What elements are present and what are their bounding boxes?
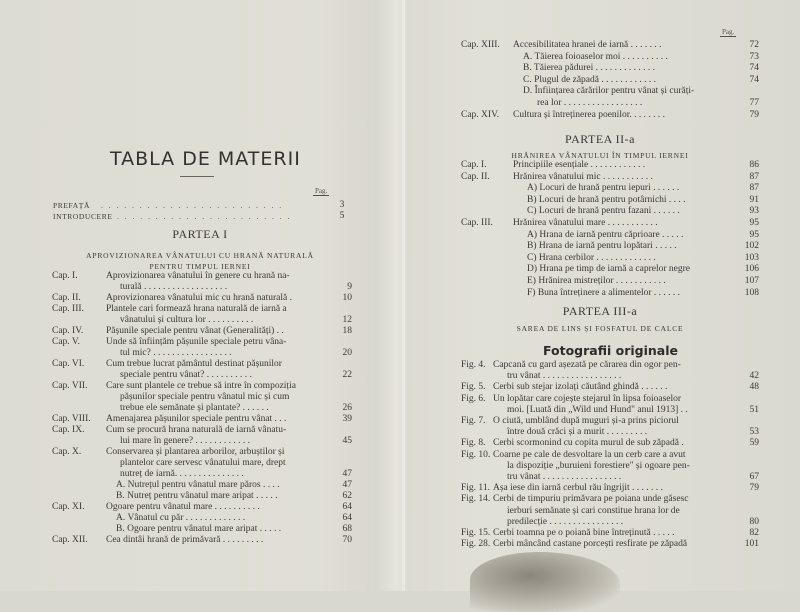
entry-text-line: vânatului și cultura lor . . . . . . . . . . [120, 315, 254, 325]
figure-entry [461, 360, 761, 382]
entry-text-line: trebue ele semănate și plantate? . . . . . . [120, 403, 269, 413]
page-number: 102 [744, 241, 759, 252]
page-number: 101 [744, 539, 759, 550]
toc-entry [52, 293, 362, 304]
figure-label: Fig. 6. [461, 393, 486, 404]
page-number: 72 [749, 40, 759, 50]
figure-entry [461, 483, 761, 494]
pag-column-header: Pag. [722, 28, 735, 36]
figure-label: Fig. 14. [461, 494, 491, 505]
page-number: 79 [749, 483, 759, 494]
leader-dots: . . . . . . . . . . . . . . . . . . . . . . . [117, 212, 292, 221]
page-number: 79 [749, 109, 759, 120]
toc-entry [52, 491, 362, 502]
figure-label: Fig. 15. [461, 528, 491, 538]
toc-entry [461, 195, 761, 207]
entry-text-line: C) Hrana cerbilor . . . . . . . . . . . . . [527, 252, 656, 263]
toc-entry [52, 447, 362, 480]
page-number: 86 [749, 160, 759, 170]
front-matter-label: PREFAȚĂ [53, 201, 90, 210]
toc-entry [461, 264, 761, 276]
toc-entry [461, 110, 761, 122]
chapter-label: Cap. IV. [52, 326, 84, 336]
entry-text-line: C) Locuri de hrană pentru fazani . . . . . . [527, 206, 680, 217]
page-title: TABLA DE MATERII [110, 148, 301, 170]
part-1-title: PARTEA I [172, 227, 228, 241]
toc-entry [461, 206, 761, 218]
entry-text-line: Hrănirea vânatului mare . . . . . . . . . . . [513, 218, 658, 228]
entry-text-line: Cerbi de timpuriu primăvara pe poiana unde găsesc [493, 494, 689, 505]
page-number: 70 [342, 535, 352, 545]
chapter-label: Cap. II. [461, 171, 490, 182]
toc-entry [52, 502, 362, 513]
page-number: 87 [749, 171, 759, 182]
toc-entry [52, 480, 362, 491]
entry-text-line: B. Tăierea pădurei . . . . . . . . . . . . . [523, 63, 655, 74]
toc-entry [461, 52, 761, 64]
chapter-label: Cap. III. [52, 304, 84, 314]
entry-text-line: E) Hrănirea mistreților . . . . . . . . . . . [527, 276, 666, 286]
page-number: 12 [342, 315, 352, 325]
part-3-title: PARTEA III-a [562, 304, 638, 318]
figure-label: Fig. 28. [461, 539, 491, 550]
chapter-label: Cap. XIV. [461, 109, 500, 120]
chapter-label: Cap. VIII. [52, 414, 91, 424]
entry-text-line: B. Ogoare pentru vânatul mare aripat . . . . . [116, 524, 282, 534]
page-number: 103 [744, 252, 759, 263]
figure-entry [461, 438, 761, 449]
part-2-title: PARTEA II-a [565, 132, 635, 146]
entry-text-line: Care sunt plantele ce trebue să intre în compoziția [106, 381, 296, 391]
toc-entry [52, 414, 362, 425]
page-number: 93 [749, 206, 759, 217]
page-number: 106 [744, 264, 759, 275]
toc-entry [461, 276, 761, 288]
entry-text-line: B) Hrana de iarnă pentru lopătari . . . . . [527, 241, 677, 252]
toc-entry [461, 218, 761, 230]
page-number: 91 [749, 194, 759, 205]
left-page [0, 0, 400, 591]
page-number: 64 [342, 513, 352, 523]
entry-text-line: B. Nutreț pentru vânatul mare aripat . . . . . [116, 491, 278, 501]
figure-entry [461, 539, 761, 550]
toc-entry [52, 513, 362, 524]
figure-label: Fig. 4. [461, 360, 486, 370]
toc-entry [52, 271, 362, 293]
page-number: 18 [342, 326, 352, 336]
toc-entry [461, 253, 761, 265]
entry-text-line: Cea dintâi hrană de primăvară . . . . . . . . . [106, 535, 264, 545]
entry-text-line: predilecție . . . . . . . . . . . . . . . . [507, 516, 624, 527]
page-number: 42 [749, 371, 759, 382]
entry-text-line: D. Înființarea cărărilor pentru vânat și curăți- [523, 86, 695, 97]
figure-label: Fig. 10. [461, 449, 491, 460]
figure-entry [461, 416, 761, 438]
entry-text-line: Cerbi sub stejar izolați căutând ghindă . . . . . . [493, 382, 668, 393]
entry-text-line: Cultura și întreținerea poenilor. . . . . . . . [513, 109, 665, 120]
entry-text-line: Ogoare pentru vânatul mare . . . . . . . . . . [106, 502, 260, 512]
page-number: 74 [749, 74, 759, 85]
entry-text-line: plantelor care servesc vânatului mare, drept [120, 458, 286, 468]
entry-text-line: Capcană cu gard așezată pe cărarea din ogor pen- [493, 360, 681, 370]
entry-text-line: Cerbi mâncând castane porcești resfirate pe zăpadă [493, 539, 688, 550]
entry-text-line: Cerbi toamna pe o poiană bine întreținută . . . . . [493, 528, 675, 538]
page-number: 59 [749, 438, 759, 449]
entry-text-line: C. Plugul de zăpadă . . . . . . . . . . . . [523, 74, 656, 85]
page-number: 3 [339, 200, 345, 210]
part-1-subtitle-line1: APROVIZIONAREA VÂNATULUI CU HRANĂ NATURALĂ [86, 251, 314, 260]
entry-text-line: Pășunile speciale pentru vânat (Generalități) . . [106, 326, 284, 336]
page-number: 5 [339, 211, 345, 221]
entry-text-line: turală . . . . . . . . . . . . . . . . . . [120, 282, 228, 292]
entry-text-line: Principiile esențiale . . . . . . . . . . . . [513, 160, 646, 170]
figure-entry [461, 450, 761, 484]
chapter-label: Cap. I. [52, 271, 78, 281]
entry-text-line: F) Buna întreținere a alimentelor . . . . . . [527, 287, 681, 298]
figure-label: Fig. 7. [461, 416, 486, 426]
front-matter-label: INTRODUCERE [53, 212, 113, 221]
chapter-label: Cap. VII. [52, 381, 88, 391]
page-number: 77 [749, 97, 759, 108]
toc-entry [461, 230, 761, 242]
entry-text-line: ierburi semănate și cari constitue hrana lor de [507, 505, 680, 516]
page-number: 80 [749, 516, 759, 527]
page-number: 108 [744, 287, 759, 298]
toc-entry [52, 359, 362, 381]
entry-text-line: A) Hrana de iarnă pentru căprioare . . . . . [527, 229, 684, 240]
page-number: 10 [342, 293, 352, 303]
entry-text-line: A. Tăierea foioaselor moi . . . . . . . . . . [523, 51, 668, 62]
part-1-subtitle-line2: PENTRU TIMPUL IERNEI [149, 262, 251, 271]
chapter-label: Cap. XIII. [461, 40, 500, 50]
entry-text-line: A. Vânatul cu păr . . . . . . . . . . . . . [116, 513, 246, 523]
entry-text-line: Un lopătar care cojește stejarul în lipsa foioaselor [493, 393, 682, 404]
entry-text-line: B) Locuri de hrană pentru potârnichi . . . . [527, 194, 686, 205]
entry-text-line: pășunilor speciale pentru vânatul mic și cum [120, 392, 290, 402]
page-number: 73 [749, 51, 759, 62]
figure-entry [461, 528, 761, 539]
right-page [405, 0, 800, 591]
entry-text-line: tru vânat . . . . . . . . . . . . . . . . . [507, 471, 622, 482]
part-2-subtitle: HRĂNIREA VÂNATULUI ÎN TIMPUL IERNEI [511, 151, 689, 160]
figure-entry [461, 394, 761, 416]
page-number: 20 [342, 348, 352, 358]
toc-entry [52, 535, 362, 546]
page-number: 47 [342, 469, 352, 479]
page-number: 22 [342, 370, 352, 380]
entry-text-line: Cum trebue lucrat pământul destinat pășunilor [106, 359, 282, 369]
entry-text-line: D) Hrana pe timp de iarnă a caprelor negre [527, 264, 690, 275]
chapter-label: Cap. IX. [52, 425, 85, 435]
page-number: 95 [749, 229, 759, 240]
entry-text-line: Cum se procură hrana naturală de iarnă vânatu- [106, 425, 287, 435]
page-number: 51 [749, 404, 759, 415]
toc-entry [461, 288, 761, 300]
entry-text-line: lui mare în genere? . . . . . . . . . . . . [120, 436, 251, 446]
figure-label: Fig. 11. [461, 483, 490, 494]
entry-text-line: Amenajarea pășunilor speciale pentru vânat . . . [106, 414, 287, 424]
page-number: 62 [342, 491, 352, 501]
toc-entry [52, 425, 362, 447]
entry-text-line: A) Locuri de hrană pentru iepuri . . . . . . [527, 183, 680, 194]
chapter-label: Cap. II. [52, 293, 81, 303]
entry-text-line: Cerbi scormonind cu copita murul de sub zăpadă . [493, 438, 684, 449]
figure-entry [461, 382, 761, 393]
page-number: 64 [342, 502, 352, 512]
toc-entry [461, 75, 761, 87]
entry-text-line: tul mic? . . . . . . . . . . . . . . . . . [120, 348, 232, 358]
page-number: 107 [744, 276, 759, 286]
entry-text-line: Aprovizionarea vânatului mic cu hrană naturală . [106, 293, 292, 303]
entry-text-line: speciale pentru vânat? . . . . . . . . . . [120, 370, 252, 380]
entry-text-line: rea lor . . . . . . . . . . . . . . . . . [537, 97, 643, 108]
entry-text-line: Conservarea și plantarea arborilor, arbuștilor și [106, 447, 285, 457]
entry-text-line: Aprovizionarea vânatului în genere cu hrană na- [106, 271, 290, 281]
chapter-label: Cap. V. [52, 337, 80, 347]
chapter-label: Cap. VI. [52, 359, 85, 369]
entry-text-line: nutreț de iarnă. . . . . . . . . . . . . . . [120, 469, 244, 479]
photos-heading: Fotografii originale [543, 343, 678, 358]
entry-text-line: Accesibilitatea hranei de iarnă . . . . . . . [513, 40, 662, 50]
entry-text-line: Plantele cari formează hrana naturală de iarnă a [106, 304, 287, 314]
entry-text-line: moi. [Luată din „Wild und Hund" anul 1913] . . [507, 404, 688, 415]
part-3-subtitle: SAREA DE LINS ȘI FOSFATUL DE CALCE [516, 324, 684, 333]
figure-label: Fig. 5. [461, 382, 486, 393]
chapter-label: Cap. III. [461, 218, 493, 228]
entry-text-line: Așa iese din iarnă cerbul rău îngrijit . . . . . . . [493, 483, 663, 494]
toc-entry [52, 381, 362, 414]
photo-fragment [470, 552, 620, 612]
page-number: 95 [749, 218, 759, 228]
page-number: 53 [749, 427, 759, 438]
toc-entry [461, 172, 761, 184]
toc-entry [461, 241, 761, 253]
entry-text-line: Coarne pe cale de desvoltare la un cerb care a avut [493, 449, 686, 460]
toc-entry [461, 183, 761, 195]
entry-text-line: O ciută, umblând după muguri și-a prins piciorul [493, 416, 679, 426]
figure-entry [461, 494, 761, 528]
leader-dots: . . . . . . . . . . . . . . . . . . . . . . . . [101, 201, 284, 210]
toc-entry [461, 40, 761, 52]
toc-entry [52, 337, 362, 359]
page-number: 67 [749, 471, 759, 482]
entry-text-line: tru vânat . . . . . . . . . . . . . . . . . [507, 371, 622, 382]
page-number: 47 [342, 480, 352, 490]
page-number: 45 [342, 436, 352, 446]
toc-entry [461, 63, 761, 75]
chapter-label: Cap. I. [461, 160, 487, 170]
entry-text-line: A. Nutrețul pentru vânatul mare păros . . . . [116, 480, 280, 490]
chapter-label: Cap. X. [52, 447, 82, 457]
chapter-label: Cap. XII. [52, 535, 88, 545]
figure-label: Fig. 8. [461, 438, 486, 449]
toc-entry [461, 86, 761, 109]
page-number: 48 [749, 382, 759, 393]
entry-text-line: Unde să înființăm pășunile speciale petru vâna- [106, 337, 287, 347]
toc-entry [52, 326, 362, 337]
page-number: 39 [342, 414, 352, 424]
page-number: 68 [342, 524, 352, 534]
entry-text-line: la dispoziție „buruieni forestiere" și ogoare pen- [507, 460, 690, 471]
toc-entry [461, 160, 761, 172]
entry-text-line: Hrănirea vânatului mic . . . . . . . . . . . [513, 171, 653, 182]
page-number: 26 [342, 403, 352, 413]
chapter-label: Cap. XI. [52, 502, 85, 512]
toc-entry [52, 524, 362, 535]
toc-entry [52, 304, 362, 326]
page-number: 87 [749, 183, 759, 194]
title-divider [180, 176, 214, 177]
page-number: 82 [749, 528, 759, 538]
page-number: 9 [347, 282, 352, 292]
entry-text-line: între două crăci și a murit . . . . . . . . . [507, 427, 648, 438]
pag-column-header: Pag. [315, 187, 328, 195]
page-number: 74 [749, 63, 759, 74]
